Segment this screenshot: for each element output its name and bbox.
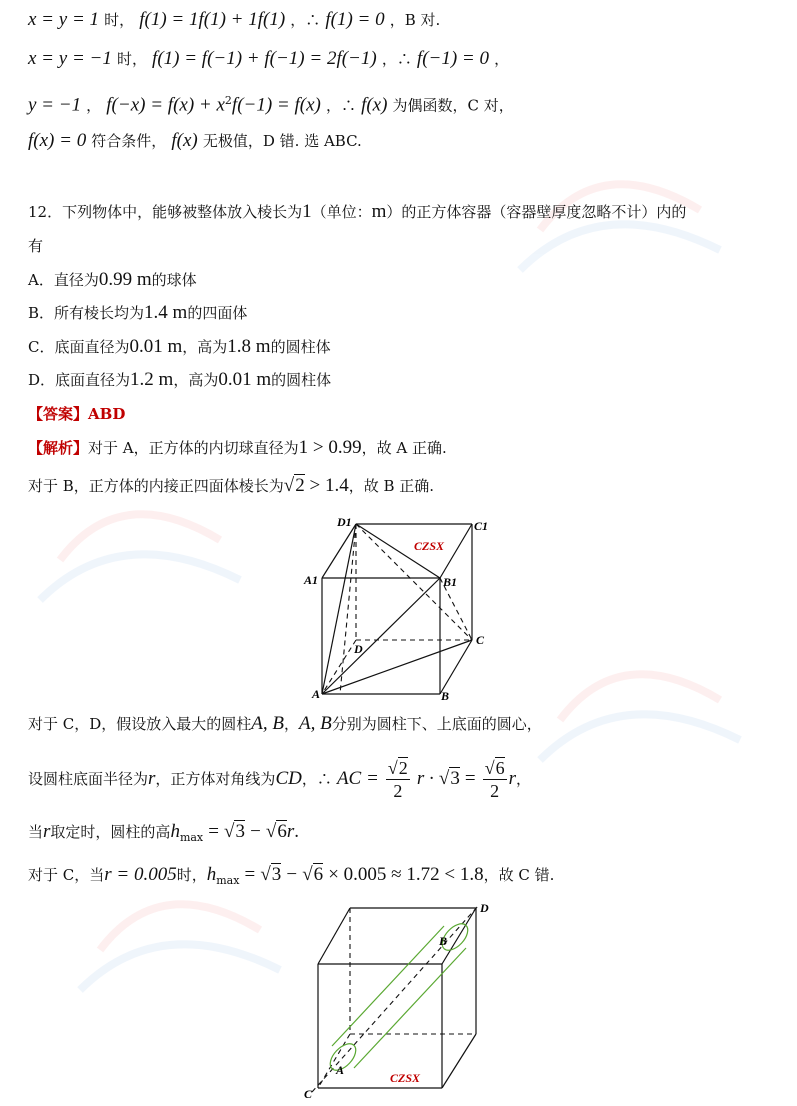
proof-line-3 (28, 91, 514, 115)
denominator: 2 (490, 781, 500, 801)
label-c: C (304, 1087, 313, 1100)
sqrt-radicand: 6 (313, 864, 324, 885)
math-expr: √6 (302, 864, 324, 885)
math-expr: √2 (283, 475, 305, 496)
text: 的圆柱体 (271, 371, 332, 389)
label-d: D (354, 642, 363, 656)
math-expr: √3 (438, 768, 460, 789)
math-expr: y = −1 (28, 94, 82, 116)
text: ， (86, 96, 102, 115)
text: 12．下列物体中，能够被整体放入棱长为 (28, 203, 303, 221)
option-d (28, 370, 331, 390)
math-expr: r (286, 821, 295, 842)
analysis-line-b (28, 476, 434, 496)
math-expr: = (464, 768, 476, 789)
math-expr: f(1) = 0 (325, 9, 385, 30)
text: B．所有棱长均为 (28, 304, 145, 322)
math-expr: f(x) = 0 (28, 130, 87, 151)
question-stem-line-2 (28, 236, 43, 256)
option-b (28, 303, 247, 323)
text: 时， (104, 11, 135, 29)
math-expr: f(1) = 1f(1) + 1f(1) (139, 9, 286, 30)
text: C．底面直径为 (28, 338, 130, 356)
text: 时， (176, 866, 207, 884)
label-b: B (441, 689, 450, 702)
math-expr: A, B (299, 713, 332, 734)
analysis-line-height (28, 822, 299, 848)
text: ，∴ (290, 11, 321, 29)
math-expr: 0.99 m (98, 269, 152, 290)
text: ，∴ (301, 770, 332, 788)
analysis-label: 【解析】 (28, 439, 89, 457)
text: ，高为 (173, 371, 219, 389)
math-expr: − (250, 821, 261, 842)
proof-line-2 (28, 49, 509, 69)
figure-cube-tetrahedron (300, 512, 500, 702)
math-expr: f(1) = f(−1) + f(−1) = 2f(−1) (152, 48, 377, 69)
label-d1: D1 (337, 515, 352, 529)
text: . (294, 821, 299, 842)
option-c (28, 337, 331, 357)
math-expr: 1.2 m (130, 369, 174, 390)
math-expr: f(x) (171, 130, 198, 151)
math-expr: √3 (260, 864, 282, 885)
text: ，故 B 正确. (348, 477, 435, 495)
math-expr: 1 (302, 201, 312, 222)
label-b: B (439, 934, 448, 948)
math-expr: CD (275, 768, 302, 789)
denominator: 2 (393, 781, 403, 801)
math-expr: f(−x) = f(x) + x (106, 94, 225, 116)
math-expr: > 1.4 (304, 475, 349, 496)
text: 时， (116, 50, 147, 68)
text: D．底面直径为 (28, 371, 131, 389)
math-expr: 1 > 0.99 (298, 437, 362, 458)
label-d: D (480, 901, 489, 915)
math-expr: f(−1) = 0 (416, 48, 489, 69)
math-expr: √6 (265, 821, 287, 842)
question-stem-line-1 (28, 202, 686, 222)
math-expr: 1.4 m (144, 302, 188, 323)
label-a: A (336, 1063, 345, 1077)
text: 当 (28, 823, 44, 841)
label-c: C (476, 633, 485, 647)
analysis-line-c (28, 865, 554, 891)
sqrt-radicand: 3 (235, 821, 245, 842)
sqrt-radicand: 6 (277, 821, 287, 842)
math-expr: × 0.005 ≈ 1.72 < 1.8 (328, 864, 484, 885)
figure-tag: CZSX (414, 539, 445, 553)
text: 无极值，D 错. 选 ABC. (202, 132, 362, 150)
text: ， (494, 50, 510, 68)
text: 分别为圆柱下、上底面的圆心， (331, 715, 542, 733)
math-expr: 0.01 m (218, 369, 272, 390)
text: 对于 B，正方体的内接正四面体棱长为 (28, 477, 284, 495)
text: 对于 A，正方体的内切球直径为 (88, 439, 299, 457)
text: （单位： (311, 203, 372, 221)
text: ，高为 (182, 338, 228, 356)
text: 对于 C，当 (28, 866, 105, 884)
option-a (28, 270, 197, 290)
label-a: A (312, 687, 321, 701)
label-a1: A1 (304, 573, 319, 587)
analysis-line-cd (28, 714, 542, 734)
text: ， (516, 770, 532, 788)
proof-line-1 (28, 10, 440, 30)
answer-line (28, 404, 125, 424)
sqrt-radicand: 2 (398, 758, 408, 778)
math-expr: h (206, 864, 217, 885)
subscript: max (179, 831, 204, 845)
analysis-line-a (28, 438, 447, 458)
math-expr: h (170, 821, 180, 842)
math-expr: − (286, 864, 298, 885)
math-expr: r (508, 768, 517, 789)
math-expr: f(x) (361, 94, 388, 116)
text: ， (284, 715, 300, 733)
math-expr: f(−1) = f(x) (231, 94, 321, 116)
analysis-line-radius (28, 756, 531, 802)
math-expr: 1.8 m (227, 336, 271, 357)
text: ，故 C 错. (483, 866, 555, 884)
text: 的四面体 (187, 304, 248, 322)
sqrt-radicand: 3 (450, 768, 460, 789)
sqrt-radicand: 3 (271, 864, 282, 885)
text: 符合条件， (91, 132, 167, 150)
text: ，∴ (325, 96, 356, 115)
math-expr: x = y = 1 (28, 9, 100, 30)
label-b1: B1 (443, 575, 458, 589)
text: 有 (28, 237, 44, 255)
math-expr: m (371, 201, 387, 222)
text: 设圆柱底面半径为 (28, 770, 149, 788)
math-expr: √3 (224, 821, 245, 842)
answer-value: ABD (88, 405, 126, 423)
text: ，B 对. (389, 11, 441, 29)
text: 的圆柱体 (270, 338, 331, 356)
math-expr: A, B (251, 713, 284, 734)
text: ，正方体对角线为 (155, 770, 276, 788)
math-expr: 0.01 m (129, 336, 183, 357)
fraction: $\frac{√2}{2}$ (387, 758, 408, 801)
text: ，∴ (381, 50, 412, 68)
proof-line-4 (28, 131, 362, 151)
sqrt-radicand: 6 (495, 758, 505, 778)
text: 取定时，圆柱的高 (50, 823, 171, 841)
text: A．直径为 (28, 271, 99, 289)
text: ）的正方体容器（容器壁厚度忽略不计）内的 (386, 203, 687, 221)
math-expr: = (208, 821, 219, 842)
math-expr: r (148, 768, 156, 789)
label-c1: C1 (474, 519, 489, 533)
math-expr: = (244, 864, 256, 885)
figure-cube-cylinder (302, 898, 502, 1100)
text: ，故 A 正确. (361, 439, 447, 457)
math-expr: r (43, 821, 51, 842)
math-expr: x = y = −1 (28, 48, 112, 69)
math-expr: r = 0.005 (104, 864, 177, 885)
answer-label: 【答案】 (28, 405, 89, 423)
math-expr: AC = (336, 768, 379, 789)
text: 为偶函数，C 对， (392, 96, 514, 115)
exponent: 2 (224, 94, 232, 107)
text: 的球体 (151, 271, 197, 289)
sqrt-radicand: 2 (295, 475, 305, 496)
figure-tag: CZSX (390, 1071, 421, 1085)
math-expr: r · (416, 768, 434, 789)
subscript: max (216, 874, 240, 888)
text: 对于 C，D，假设放入最大的圆柱 (28, 715, 252, 733)
fraction: $\frac{√6}{2}$ (484, 758, 505, 801)
